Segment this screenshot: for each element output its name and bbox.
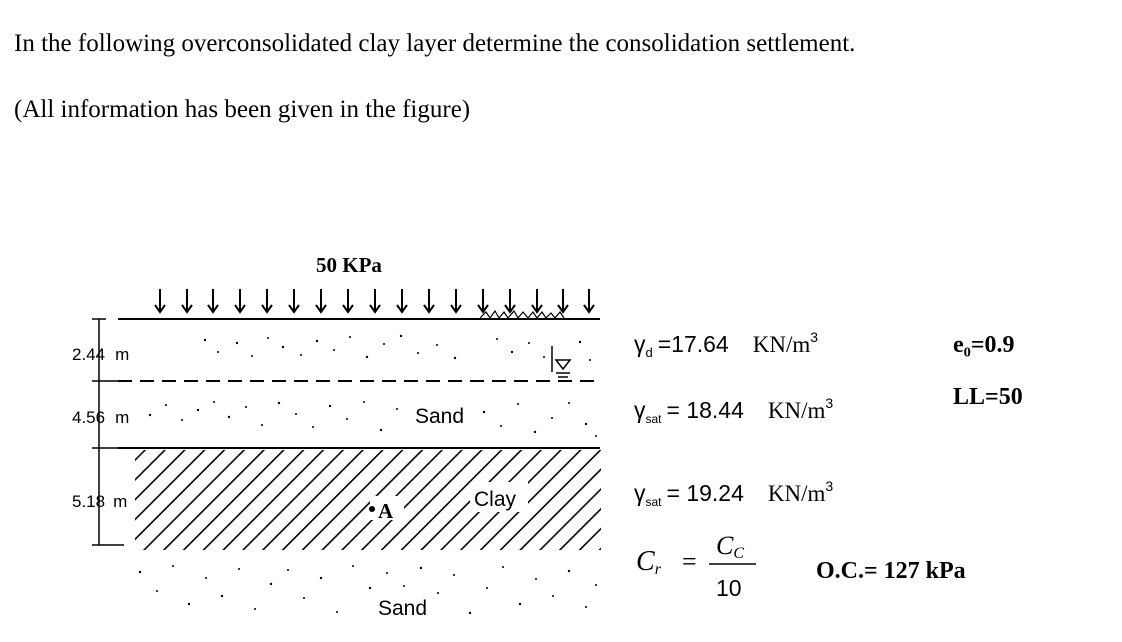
lower-sand-label: Sand [378,597,428,620]
clay-label: Clay [474,488,517,511]
question-line-1: In the following overconsolidated clay layer determine the consolidation settlement. [14,30,856,57]
gamma-sat2-value: = 19.24 [666,480,744,506]
cr-formula [636,531,756,601]
load-label: 50 KPa [316,253,382,277]
cr-numerator: C [716,531,734,560]
gamma-d-unit-power: 3 [810,329,819,345]
e0-label: e₀=0.9 [953,332,1015,358]
svg-text:γd=17.64KN/m3 [634,329,818,360]
depth-label-3 [72,492,127,511]
property-gamma-d [634,329,818,360]
load-arrows [155,289,594,312]
gamma-sat2-symbol: γ [634,480,646,506]
depth-unit-1: m [115,345,130,364]
gamma-sat1-value: = 18.44 [666,397,744,423]
property-gamma-sat-2 [634,478,833,509]
oc-label: O.C.= 127 kPa [816,558,966,584]
point-a-label: A [378,499,394,523]
depth-value-2: 4.56 [72,408,106,427]
svg-text:γsat= 19.24KN/m3 [634,478,833,509]
ll-label: LL=50 [953,384,1023,410]
cr-numerator-subscript: C [733,545,745,562]
depth-value-3: 5.18 [72,492,106,511]
clay-layer [135,450,601,550]
surface-grass [480,311,564,318]
gamma-sat1-subscript: sat [645,412,662,426]
gamma-d-value: =17.64 [657,331,729,357]
cr-equals: = [682,547,697,576]
gamma-sat2-unit-power: 3 [825,478,834,494]
gamma-d-unit: KN/m [752,332,811,357]
svg-text:Cr [636,546,662,578]
depth-unit-3: m [113,492,128,511]
cr-symbol: C [636,546,655,577]
question-line-2: (All information has been given in the figure) [14,96,471,123]
point-a-dot [369,506,375,512]
svg-text:γsat= 18.44KN/m3 [634,395,833,426]
gamma-sat1-symbol: γ [634,397,646,423]
gamma-d-symbol: γ [634,331,646,357]
depth-unit-2: m [115,408,130,427]
water-table-icon [552,346,570,377]
property-gamma-sat-1 [634,395,833,426]
cr-subscript: r [654,561,661,578]
gamma-sat1-unit-power: 3 [825,395,834,411]
gamma-sat2-unit: KN/m [767,481,826,506]
depth-label-1 [72,345,129,364]
gamma-sat1-unit: KN/m [767,398,826,423]
upper-sand-label: Sand [415,405,465,428]
gamma-sat2-subscript: sat [645,495,662,509]
gamma-d-subscript: d [645,345,653,360]
depth-value-1: 2.44 [72,345,106,364]
depth-label-2 [72,408,129,427]
cr-denominator: 10 [716,575,742,601]
svg-text:CC [716,531,744,562]
